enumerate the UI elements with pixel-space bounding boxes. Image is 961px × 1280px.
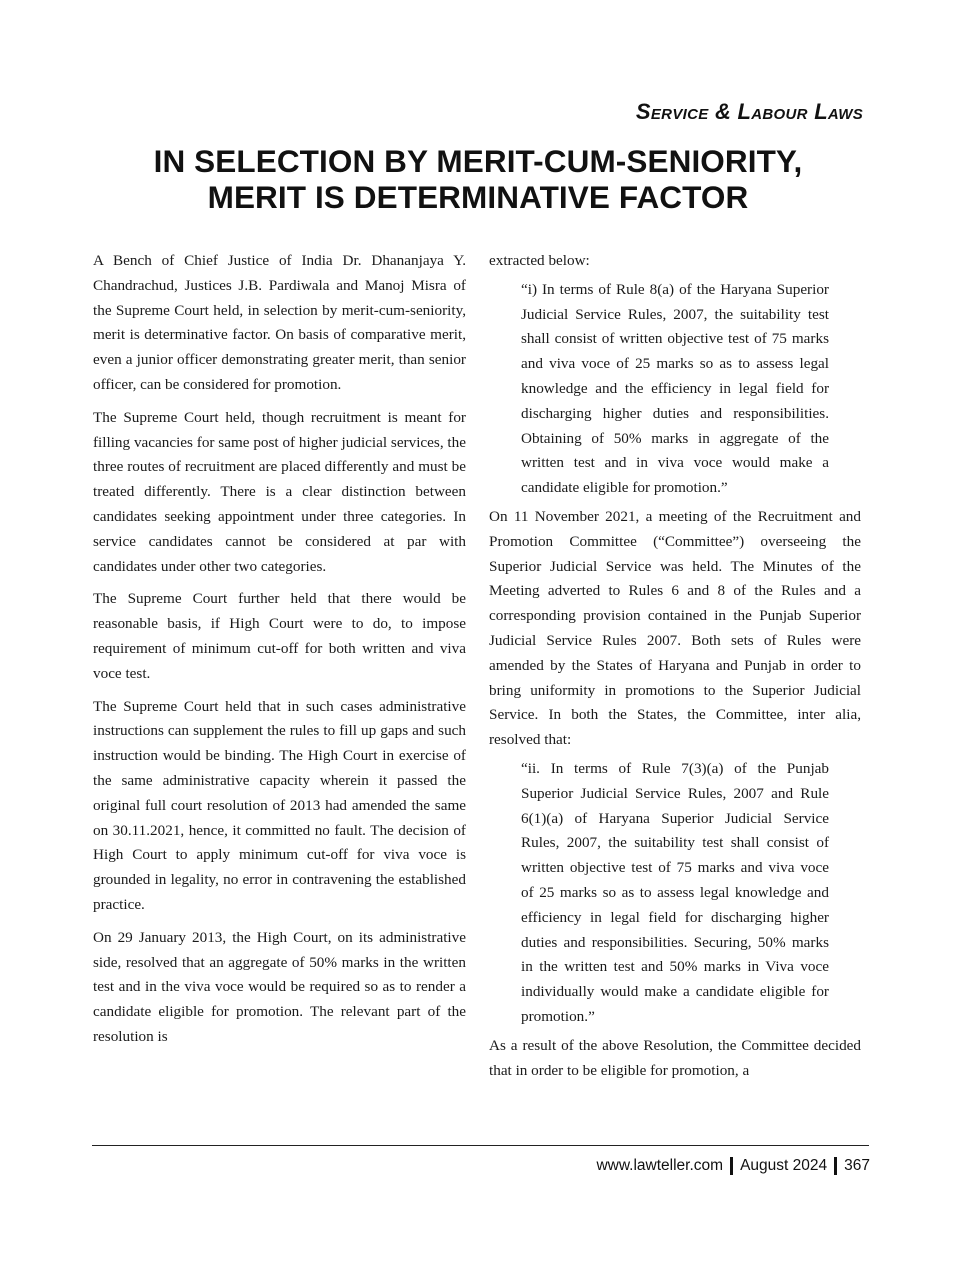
block-quote-1 bbox=[489, 278, 861, 501]
paragraph: The Supreme Court held, though recruitment is meant for filling vacancies for same post of higher judicial services, the three routes of recruitment are placed differently and must be treated differently. There is a clear distinction between candidates seeking appointment under three categories. In service candidates cannot be considered at par with candidates under other two categories. bbox=[93, 408, 466, 575]
paragraph: As a result of the above Resolution, the Committee decided that in order to be eligible for promotion, a bbox=[489, 1036, 861, 1079]
paragraph: On 29 January 2013, the High Court, on its administrative side, resolved that an aggregate of 50% marks in the written test and in the viva voce would be required so as to render a candidate eligible for promotion. The relevant part of the resolution is bbox=[93, 928, 466, 1045]
footer-divider bbox=[92, 1145, 869, 1146]
paragraph: A Bench of Chief Justice of India Dr. Dhananjaya Y. Chandrachud, Justices J.B. Pardiwala and Manoj Misra of the Supreme Court held, in selection by merit-cum-seniority, merit is determinative factor. On basis of comparative merit, even a junior officer demonstrating greater merit, than senior officer, can be considered for promotion. bbox=[93, 252, 466, 393]
paragraph: On 11 November 2021, a meeting of the Recruitment and Promotion Committee (“Committee”) overseeing the Superior Judicial Service was held. The Minutes of the Meeting adverted to Rules 6 and 8 of the Rules and a corresponding provision contained in the Punjab Superior Judicial Service Rules 2007. Both sets of Rules were amended by the States of Haryana and Punjab in order to bring uniformity in promotions to the Superior Judicial Service. In both the States, the Committee, inter alia, resolved that: bbox=[489, 507, 861, 749]
footer-separator bbox=[730, 1157, 733, 1175]
headline-line-2: MERIT IS DETERMINATIVE FACTOR bbox=[207, 179, 749, 215]
website-link[interactable]: www.lawteller.com bbox=[596, 1157, 724, 1174]
quote-text: “ii. In terms of Rule 7(3)(a) of the Punjab Superior Judicial Service Rules, 2007 and Rule 6(1)(a) of Haryana Superior Judicial Service Rules, 2007, the suitability test shall consist of written objective test of 75 marks and viva voce of 25 marks so as to assess legal knowledge and efficiency in legal field for discharging higher duties and responsibilities. Securing, 50% marks in the written test and 50% marks in Viva voce individually would make a candidate eligible for promotion.” bbox=[521, 759, 829, 1025]
footer-separator bbox=[834, 1157, 837, 1175]
page-number: 367 bbox=[844, 1157, 870, 1174]
quote-text: “i) In terms of Rule 8(a) of the Haryana Superior Judicial Service Rules, 2007, the suitability test shall consist of written objective test of 75 marks and viva voce of 25 marks so as to assess legal knowledge and the efficiency in legal field for discharging higher duties and responsibilities. Obtaining of 50% marks in aggregate of the written test and in viva voce would make a candidate eligible for promotion.” bbox=[521, 280, 829, 497]
headline-line-1: IN SELECTION BY MERIT-CUM-SENIORITY, bbox=[153, 143, 803, 179]
article-headline bbox=[92, 143, 864, 215]
block-quote-2 bbox=[489, 757, 861, 1030]
right-column bbox=[489, 249, 861, 1087]
paragraph-continuation: extracted below: bbox=[489, 252, 590, 269]
paragraph: The Supreme Court further held that there would be reasonable basis, if High Court were to do, to impose requirement of minimum cut-off for both written and viva voce test. bbox=[93, 590, 466, 682]
section-label: Service & Labour Laws bbox=[635, 99, 863, 124]
left-column bbox=[93, 249, 466, 1058]
paragraph: The Supreme Court held that in such cases administrative instructions can supplement the rules to fill up gaps and such instruction would be binding. The High Court in exercise of the same administrative capacity wherein it passed the original full court resolution of 2013 had amended the same on 30.11.2021, hence, it committed no fault. The decision of High Court to apply minimum cut-off for viva voce is grounded in legality, no error in contravening the established practice. bbox=[93, 697, 466, 913]
issue-date: August 2024 bbox=[740, 1157, 828, 1174]
page-footer bbox=[596, 1157, 870, 1175]
